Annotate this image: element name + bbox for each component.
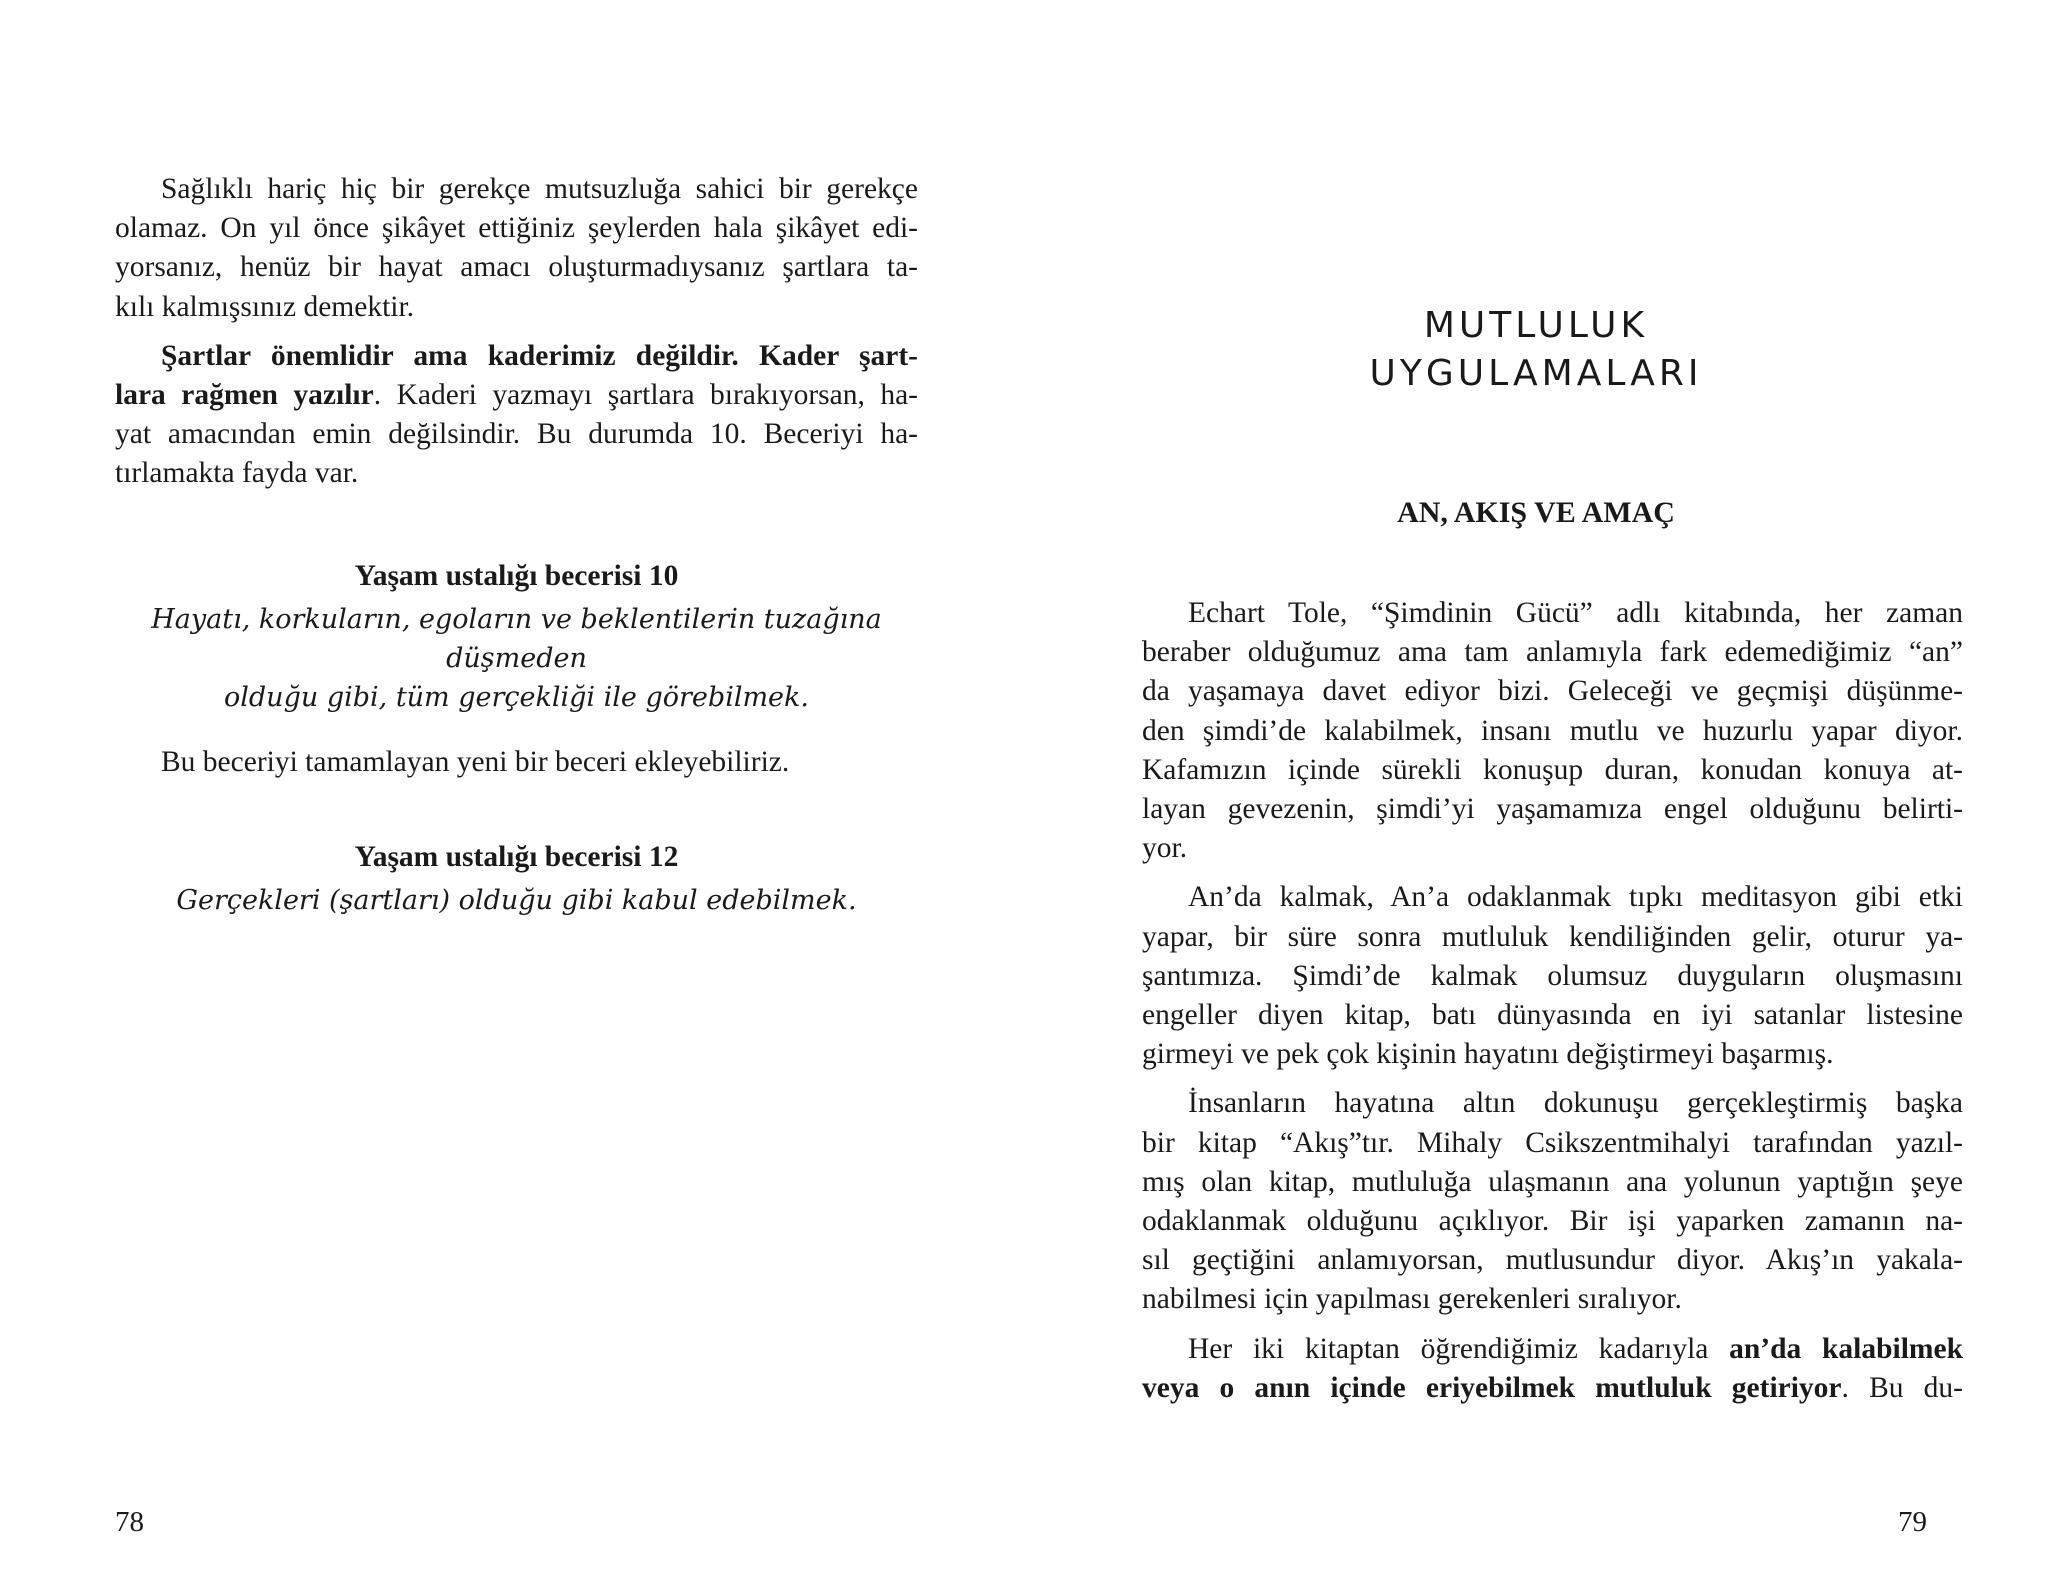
text-line <box>115 337 918 376</box>
text-line: olamaz. On yıl önce şikâyet ettiğiniz şeylerden hala şikâyet edi- <box>115 212 918 245</box>
skill-10-block <box>115 557 918 717</box>
text-line: den şimdi’de kalabilmek, insanı mutlu ve huzurlu yapar diyor. <box>1142 714 1963 747</box>
body-sentence: Bu beceriyi tamamlayan yeni bir beceri ekleyebiliriz. <box>161 746 790 778</box>
text-line: da yaşamaya davet ediyor bizi. Geleceği ve geçmişi düşünme- <box>1142 675 1963 708</box>
skill-title: Yaşam ustalığı becerisi 10 <box>354 560 679 592</box>
text-line: Kafamızın içinde sürekli konuşup duran, konudan konuya at- <box>1142 753 1963 786</box>
text-line <box>1142 1369 1963 1408</box>
paragraph <box>1142 1330 1963 1408</box>
text-line: yapar, bir süre sonra mutluluk kendiliğinden gelir, oturur ya- <box>1142 920 1963 953</box>
text-line: sıl geçtiğini anlamıyorsan, mutlusundur diyor. Akış’ın yakala- <box>1142 1244 1963 1277</box>
text-run: Her iki kitaptan öğrendiğimiz kadarıyla <box>1188 1332 1730 1365</box>
text-line: layan gevezenin, şimdi’yi yaşamamıza engel olduğunu belirti- <box>1142 793 1963 826</box>
bold-text: veya o anın içinde eriyebilmek mutluluk getiriyor <box>1142 1371 1842 1404</box>
text-line: Echart Tole, “Şimdinin Gücü” adlı kitabında, her zaman <box>1188 597 1963 629</box>
text-line: şantımıza. Şimdi’de kalmak olumsuz duyguların oluşmasını <box>1142 959 1963 992</box>
paragraph <box>1142 1084 1963 1319</box>
chapter-title-line: MUTLULUK <box>1423 305 1649 346</box>
text-line: tırlamakta fayda var. <box>115 457 359 490</box>
section-title: AN, AKIŞ VE AMAÇ <box>1397 496 1675 529</box>
text-line: Sağlıklı hariç hiç bir gerekçe mutsuzluğa sahici bir gerekçe <box>161 173 918 205</box>
right-body-text <box>1142 594 1963 1418</box>
text-line: girmeyi ve pek çok kişinin hayatını değiştirmeyi başarmış. <box>1142 1038 1834 1071</box>
text-line <box>115 376 918 415</box>
text-line: İnsanların hayatına altın dokunuşu gerçekleştirmiş başka <box>1188 1087 1963 1120</box>
skill-description: olduğu gibi, tüm gerçekliği ile görebilmek. <box>224 682 809 713</box>
right-page <box>1024 0 2048 1593</box>
text-line: bir kitap “Akış”tır. Mihaly Csikszentmihalyi tarafından yazıl- <box>1142 1126 1963 1159</box>
text-line: engeller diyen kitap, batı dünyasında en iyi satanlar listesine <box>1142 999 1963 1032</box>
skill-12-block <box>115 838 918 920</box>
bold-text: lara rağmen yazılır <box>115 379 374 412</box>
paragraph <box>115 337 918 494</box>
text-line: An’da kalmak, An’a odaklanmak tıpkı meditasyon gibi etki <box>1188 881 1963 914</box>
page-number: 78 <box>115 1506 144 1538</box>
text-line <box>1142 1330 1963 1369</box>
page-number: 79 <box>1898 1506 1927 1538</box>
text-line: odaklanmak olduğunu açıklıyor. Bir işi yaparken zamanın na- <box>1142 1205 1963 1238</box>
paragraph <box>1142 878 1963 1074</box>
left-body-text <box>115 170 918 504</box>
bold-text: Şartlar önemlidir ama kaderimiz değildir. Kader şart- <box>161 339 918 372</box>
skill-description: Gerçekleri (şartları) olduğu gibi kabul edebilmek. <box>176 885 857 916</box>
bold-text: an’da kalabilmek <box>1729 1332 1963 1365</box>
skill-description: Hayatı, korkuların, egoların ve beklentilerin tuzağına düşmeden <box>151 604 882 674</box>
chapter-title-line: UYGULAMALARI <box>1369 353 1703 394</box>
text-line: nabilmesi için yapılması gerekenleri sıralıyor. <box>1142 1283 1682 1316</box>
paragraph <box>115 170 918 327</box>
text-line: beraber olduğumuz ama tam anlamıyla fark edemediğimiz “an” <box>1142 636 1963 669</box>
text-run: . Kaderi yazmayı şartlara bırakıyorsan, ha- <box>373 379 919 412</box>
text-line: yor. <box>1142 832 1188 865</box>
text-line: mış olan kitap, mutluluğa ulaşmanın ana yolunun yaptığın şeye <box>1142 1165 1963 1198</box>
text-line: yorsanız, henüz bir hayat amacı oluşturmadıysanız şartlara ta- <box>115 251 918 284</box>
text-line: yat amacından emin değilsindir. Bu durumda 10. Beceriyi ha- <box>115 418 918 451</box>
paragraph <box>1142 594 1963 868</box>
skill-title: Yaşam ustalığı becerisi 12 <box>354 841 679 873</box>
text-run: . Bu du- <box>1841 1371 1963 1404</box>
text-line: kılı kalmışsınız demektir. <box>115 290 415 323</box>
